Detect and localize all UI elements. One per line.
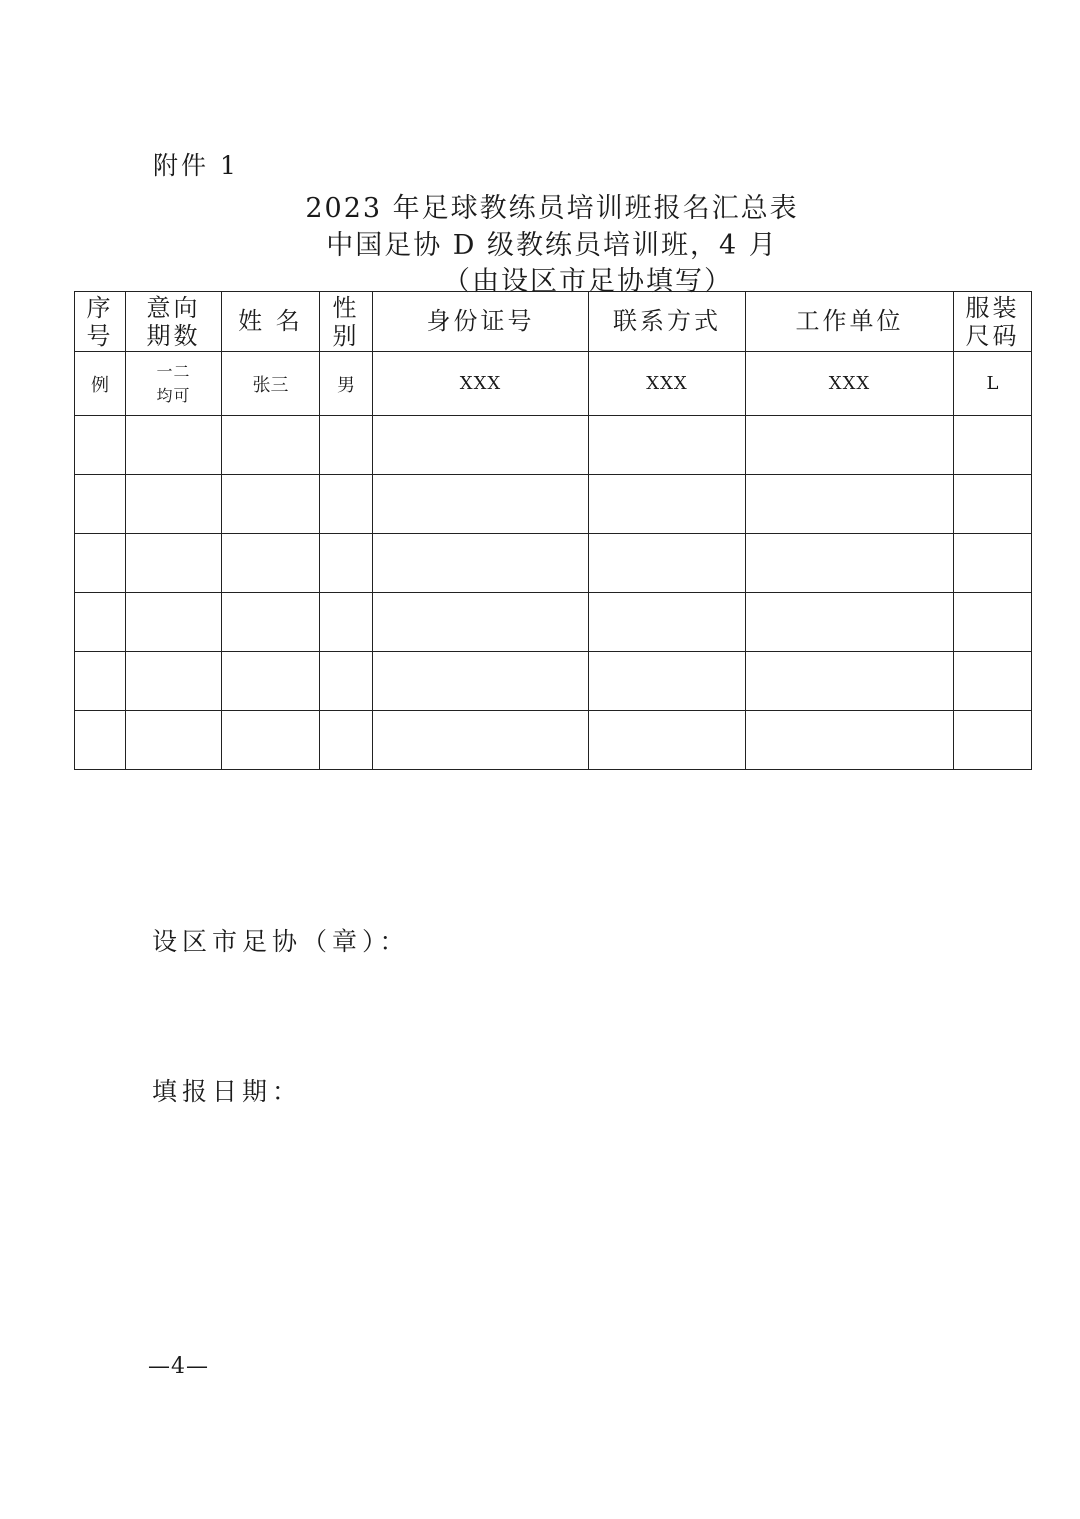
blank-cell[interactable] [126, 475, 222, 534]
form-subtitle: 中国足协 D 级教练员培训班，4 月 [326, 230, 778, 261]
blank-cell[interactable] [954, 593, 1032, 652]
blank-cell[interactable] [320, 652, 373, 711]
blank-cell[interactable] [126, 652, 222, 711]
blank-cell[interactable] [126, 416, 222, 475]
example-id-number: XXX [373, 352, 589, 416]
header-clothing-size: 服装 尺码 [954, 292, 1032, 352]
table-row [75, 534, 1032, 593]
example-size: L [954, 352, 1032, 416]
example-name: 张三 [222, 352, 320, 416]
blank-cell[interactable] [373, 534, 589, 593]
blank-cell[interactable] [746, 475, 954, 534]
table-row [75, 711, 1032, 770]
blank-cell[interactable] [75, 475, 126, 534]
header-contact: 联系方式 [589, 292, 746, 352]
table-row [75, 416, 1032, 475]
blank-cell[interactable] [320, 475, 373, 534]
example-index: 例 [75, 352, 126, 416]
header-work-unit: 工作单位 [746, 292, 954, 352]
blank-cell[interactable] [954, 652, 1032, 711]
form-note: （由设区市足协填写） [443, 266, 733, 297]
blank-cell[interactable] [222, 534, 320, 593]
example-gender: 男 [320, 352, 373, 416]
page-number: —4— [148, 1354, 209, 1379]
blank-cell[interactable] [320, 711, 373, 770]
blank-cell[interactable] [222, 475, 320, 534]
blank-cell[interactable] [373, 475, 589, 534]
blank-cell[interactable] [954, 711, 1032, 770]
blank-cell[interactable] [373, 652, 589, 711]
table-row [75, 652, 1032, 711]
example-row [75, 352, 1032, 416]
table-row [75, 475, 1032, 534]
blank-cell[interactable] [589, 711, 746, 770]
header-id-number: 身份证号 [373, 292, 589, 352]
blank-cell[interactable] [589, 534, 746, 593]
blank-cell[interactable] [75, 593, 126, 652]
blank-cell[interactable] [954, 534, 1032, 593]
header-index: 序 号 [75, 292, 126, 352]
example-work-unit: XXX [746, 352, 954, 416]
blank-cell[interactable] [746, 593, 954, 652]
blank-cell[interactable] [746, 652, 954, 711]
registration-table [74, 291, 1032, 770]
blank-cell[interactable] [126, 711, 222, 770]
header-period: 意向 期数 [126, 292, 222, 352]
blank-cell[interactable] [954, 416, 1032, 475]
blank-cell[interactable] [320, 416, 373, 475]
blank-cell[interactable] [746, 416, 954, 475]
blank-cell[interactable] [75, 652, 126, 711]
blank-cell[interactable] [222, 711, 320, 770]
blank-cell[interactable] [320, 534, 373, 593]
blank-cell[interactable] [373, 593, 589, 652]
blank-cell[interactable] [75, 711, 126, 770]
blank-cell[interactable] [222, 593, 320, 652]
blank-cell[interactable] [954, 475, 1032, 534]
blank-cell[interactable] [589, 475, 746, 534]
attachment-label: 附件 1 [153, 151, 239, 180]
blank-cell[interactable] [126, 534, 222, 593]
blank-cell[interactable] [373, 416, 589, 475]
blank-cell[interactable] [746, 534, 954, 593]
blank-cell[interactable] [589, 652, 746, 711]
table-row [75, 593, 1032, 652]
blank-cell[interactable] [222, 652, 320, 711]
header-name: 姓 名 [222, 292, 320, 352]
form-title: 2023 年足球教练员培训班报名汇总表 [305, 193, 799, 224]
blank-cell[interactable] [75, 416, 126, 475]
blank-cell[interactable] [589, 416, 746, 475]
blank-cell[interactable] [373, 711, 589, 770]
blank-cell[interactable] [222, 416, 320, 475]
header-gender: 性 别 [320, 292, 373, 352]
blank-cell[interactable] [75, 534, 126, 593]
example-period: 一二 均可 [126, 352, 222, 416]
blank-cell[interactable] [746, 711, 954, 770]
header-row [75, 292, 1032, 352]
blank-cell[interactable] [126, 593, 222, 652]
seal-label: 设区市足协（章）： [152, 927, 410, 956]
blank-cell[interactable] [589, 593, 746, 652]
blank-cell[interactable] [320, 593, 373, 652]
example-contact: XXX [589, 352, 746, 416]
date-label: 填报日期： [152, 1077, 303, 1106]
